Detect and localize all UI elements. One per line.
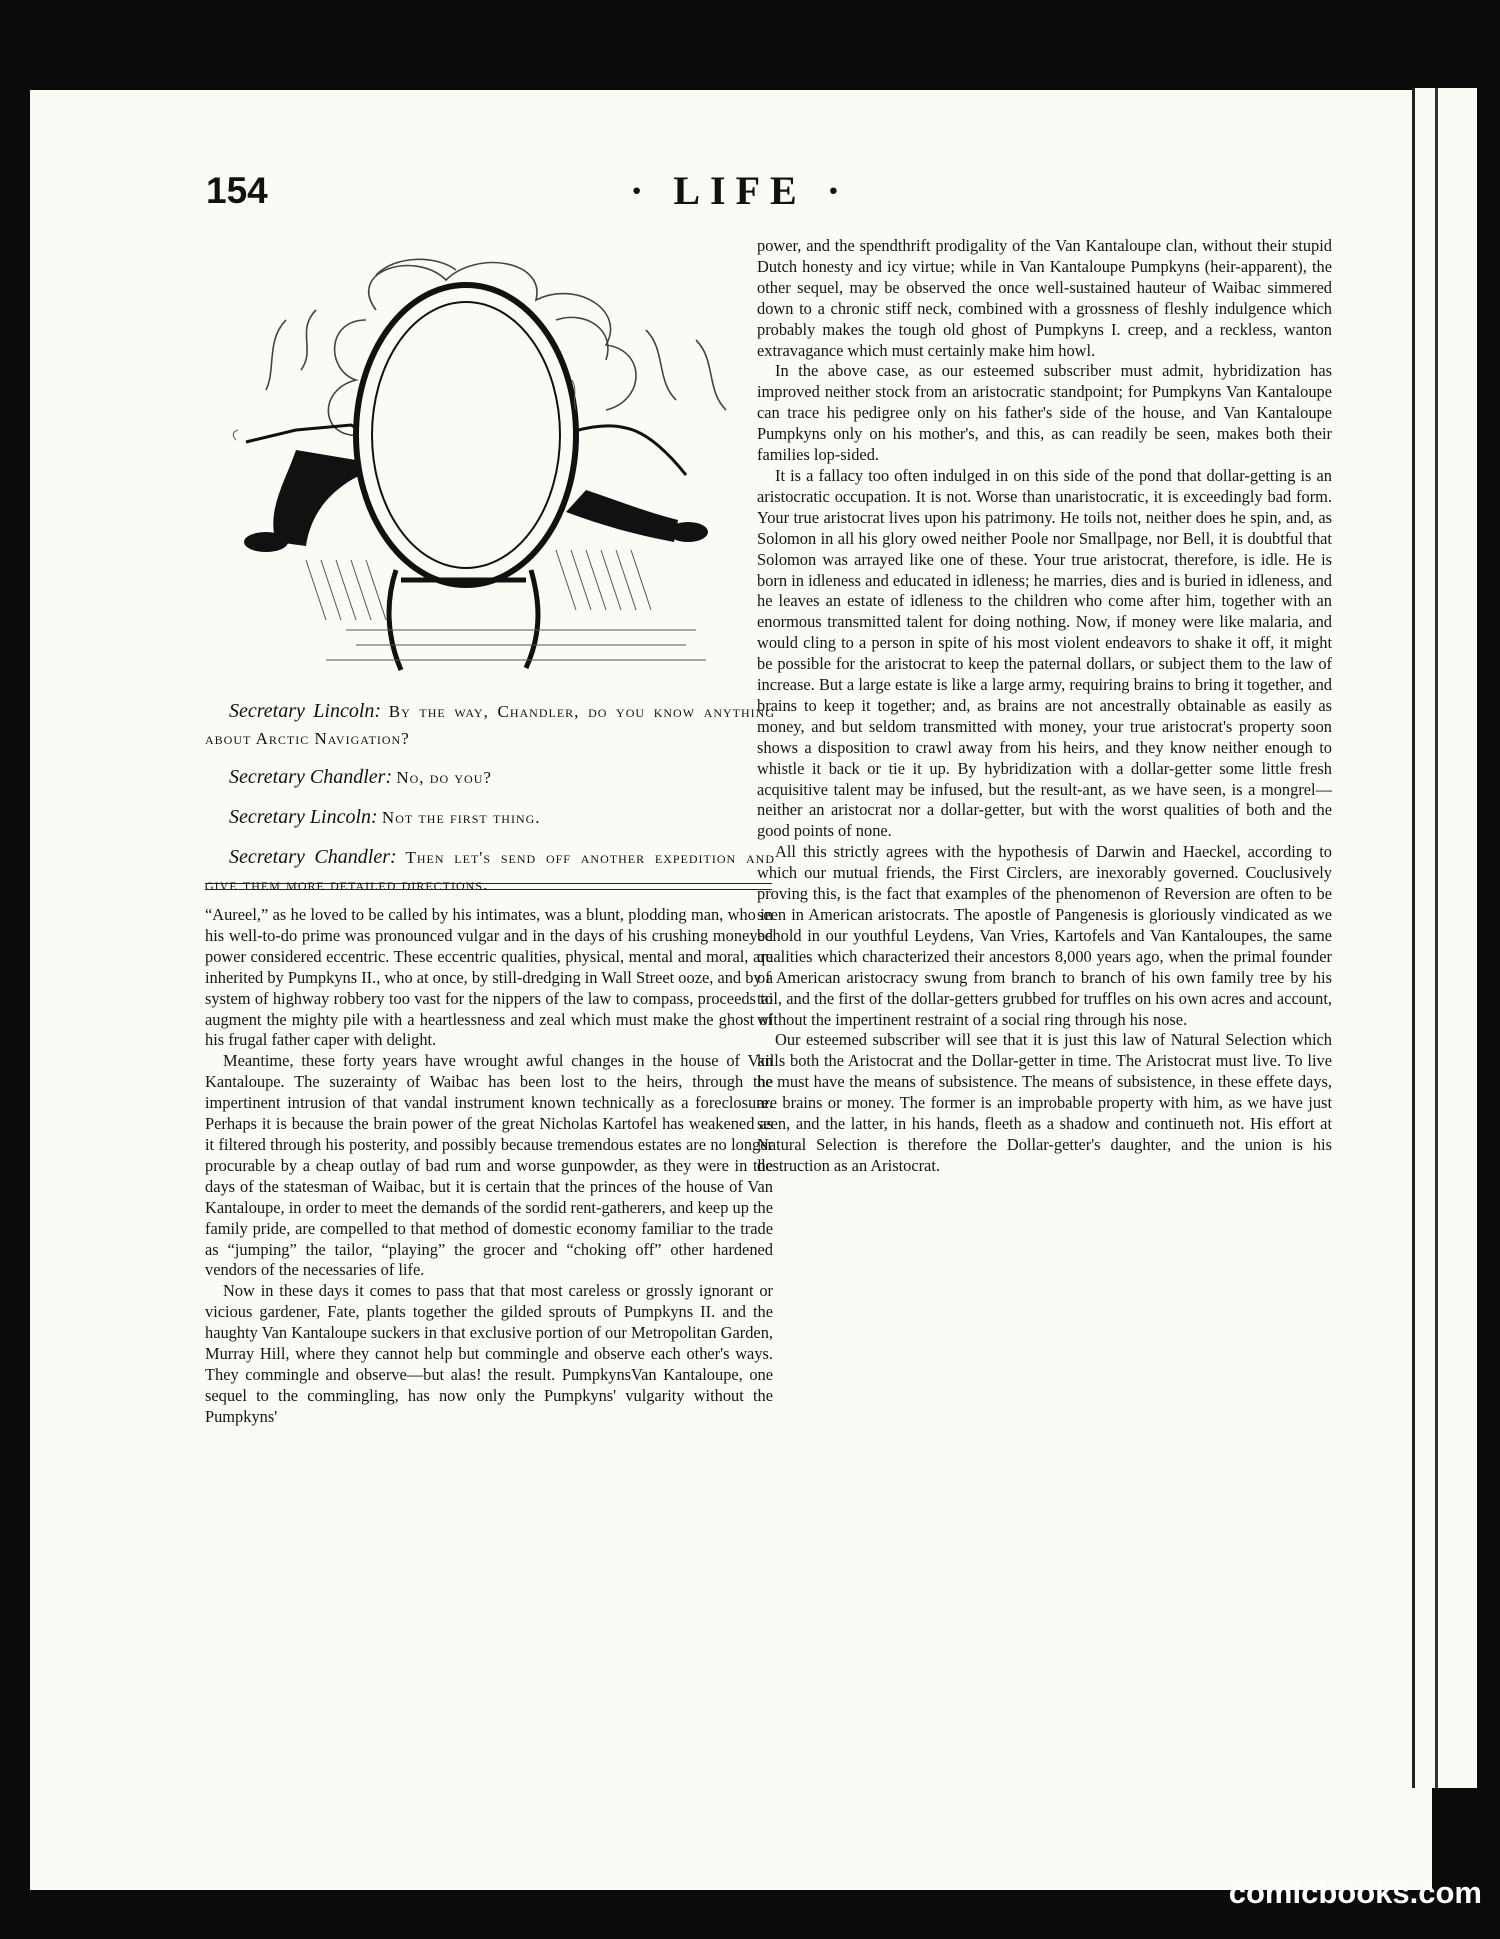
magazine-page [30,90,1432,1890]
section-divider [205,889,772,890]
cartoon-caption [205,690,775,907]
magazine-title: · LIFE · [630,168,851,213]
caption-dialogue: By the way, Chandler, do you know anything about Arctic Navigation? [205,702,776,748]
paragraph: power, and the spendthrift prodigality of the Van Kantaloupe clan, without their stupid Dutch honesty and icy virtue; while in Van Kantaloupe Pumpkyns (heir-apparent), the other sequel, may be observed the once well-sustained hauteur of Waibac simmered down to a chronic stiff neck, combined with a grossness of fleshly indulgence which probably makes the tough old ghost of Pumpkyns I. creep, and a reckless, wanton extravagance which must certainly make him howl. [757,236,1332,360]
caption-speaker: Secretary Chandler: [229,845,397,868]
page-edge-line [1435,88,1438,1788]
caption-line-3 [205,802,775,832]
paragraph: Our esteemed subscriber will see that it is just this law of Natural Selection which kills both the Aristocrat and the Dollar-getter in time. The Aristocrat must live. To live he must have the means of subsistence. The means of subsistence, in these effete days, are brains or money. The former is an improbable property with him, as we have just seen, and the latter, in his hands, fleeth as a shadow and continueth not. His effort at Natural Selection is therefore the Dollar-getter's daughter, and the union is his destruction as an Aristocrat. [757,1030,1332,1175]
caption-line-1 [205,696,775,752]
article-left-column [205,905,773,1428]
section-divider [205,883,772,884]
watermark: comicbooks.com [1228,1875,1482,1910]
page-number: 154 [206,170,268,211]
paragraph: Now in these days it comes to pass that that most careless or grossly ignorant or vicious gardener, Fate, plants together the gilded sprouts of Pumpkyns II. and the haughty Van Kantaloupe suckers in that exclusive portion of our Metropolitan Garden, Murray Hill, where they cannot help but commingle and observe each other's ways. They commingle and observe—but alas! the result. PumpkynsVan Kantaloupe, one sequel to the commingling, has now only the Pumpkyns' vulgarity without the Pumpkyns' [205,1281,773,1426]
caption-dialogue: Then let's send off another expedition and give them more detailed directions. [205,847,775,894]
paragraph: “Aureel,” as he loved to be called by his intimates, was a blunt, plodding man, who in his well-to-do prime was pronounced vulgar and in the days of his crushing moneyed power considered eccentric. These eccentric qualities, physical, mental and moral, are inherited by Pumpkyns II., who at once, by still-dredging in Wall Street ooze, and by a system of highway robbery too vast for the nippers of the law to compass, proceeds to augment the mighty pile with a heartlessness and zeal which must make the ghost of his frugal father caper with delight. [205,905,773,1050]
paragraph: It is a fallacy too often indulged in on this side of the pond that dollar-getting is an aristocratic occupation. It is not. Worse than unaristocratic, it is exceedingly bad form. Your true aristocrat lives upon his patrimony. He toils not, neither does he spin, and, as Solomon in all his glory owed neither Poole nor Smallpage, nor Bell, it is doubtful that Solomon was arrayed like one of these. Your true aristocrat, therefore, is idle. He is born in idleness and educated in idleness; he marries, dies and is buried in idleness, and he leaves an estate of idleness to the children who come after him, together with an enormous transmitted talent for doing nothing. Now, if money were like malaria, and would cling to a person in spite of his most violent endeavors to shake it off, it might be possible for the aristocrat to keep the paternal dollars, or subject them to the law of increase. But a large estate is like a large army, requiring brains to bring it together, and brains to keep it together; and, as brains are not ancestrally obtainable as easily as money, and but seldom transmitted with money, your true aristocrat's property soon shows a disposition to crawl away from his heirs, and they know neither enough to whistle it back or tie it up. By hybridization with a dollar-getter some little fresh acquisitive talent may be infused, but the result-ant, as we have seen, is a mongrel—neither an aristocrat nor a dollar-getter, but with the worst qualities of both and the good points of none. [757,465,1332,841]
caption-dialogue: No, do you? [396,767,492,787]
cartoon-illustration [226,250,754,690]
paragraph: In the above case, as our esteemed subscriber must admit, hybridization has improved neither stock from an aristocratic standpoint; for Pumpkyns Van Kantaloupe can trace his pedigree only on his father's side of the house, and Van Kantaloupe Pumpkyns only on his mother's, and this, as can readily be seen, makes both their families lop-sided. [757,361,1332,465]
adjacent-page-edge [1412,88,1477,1788]
caption-speaker: Secretary Lincoln: [229,700,382,722]
caption-speaker: Secretary Chandler: [229,765,393,788]
caption-dialogue: Not the first thing. [381,807,541,827]
caption-speaker: Secretary Lincoln: [229,805,378,828]
caption-line-2 [205,762,775,792]
article-right-column [757,236,1332,1177]
paragraph: All this strictly agrees with the hypothesis of Darwin and Haeckel, according to which our mutual friends, the First Circlers, are inexorably governed. Couclusively proving this, is the fact that examples of the phenomenon of Reversion are often to be seen in American aristocrats. The apostle of Pangenesis is gloriously vindicated as we behold in our youthful Leydens, Van Vries, Kartofels and Van Kantaloupes, the same qualities which characterized their ancestors 8,000 years ago, when the primal founder of American aristocracy swung from branch to branch of his own family tree by his tail, and the first of the dollar-getters grubbed for truffles on his own acres and account, without the impertinent restraint of a social ring through his nose. [757,842,1332,1029]
paragraph: Meantime, these forty years have wrought awful changes in the house of Van Kantaloupe. The suzerainty of Waibac has been lost to the heirs, through the impertinent intrusion of that vandal instrument known technically as a foreclosure. Perhaps it is because the brain power of the great Nicholas Kartofel has weakened as it filtered through his posterity, and possibly because tremendous estates are no longer procurable by a cheap outlay of bad rum and worse gunpowder, as they were in the days of the statesman of Waibac, but it is certain that the princes of the house of Van Kantaloupe, in order to meet the demands of the sordid rent-gatherers, and keep up the family pride, are compelled to that method of domestic economy familiar to the trade as “jumping” the tailor, “playing” the grocer and “choking off” other hardened vendors of the necessaries of life. [205,1051,774,1280]
